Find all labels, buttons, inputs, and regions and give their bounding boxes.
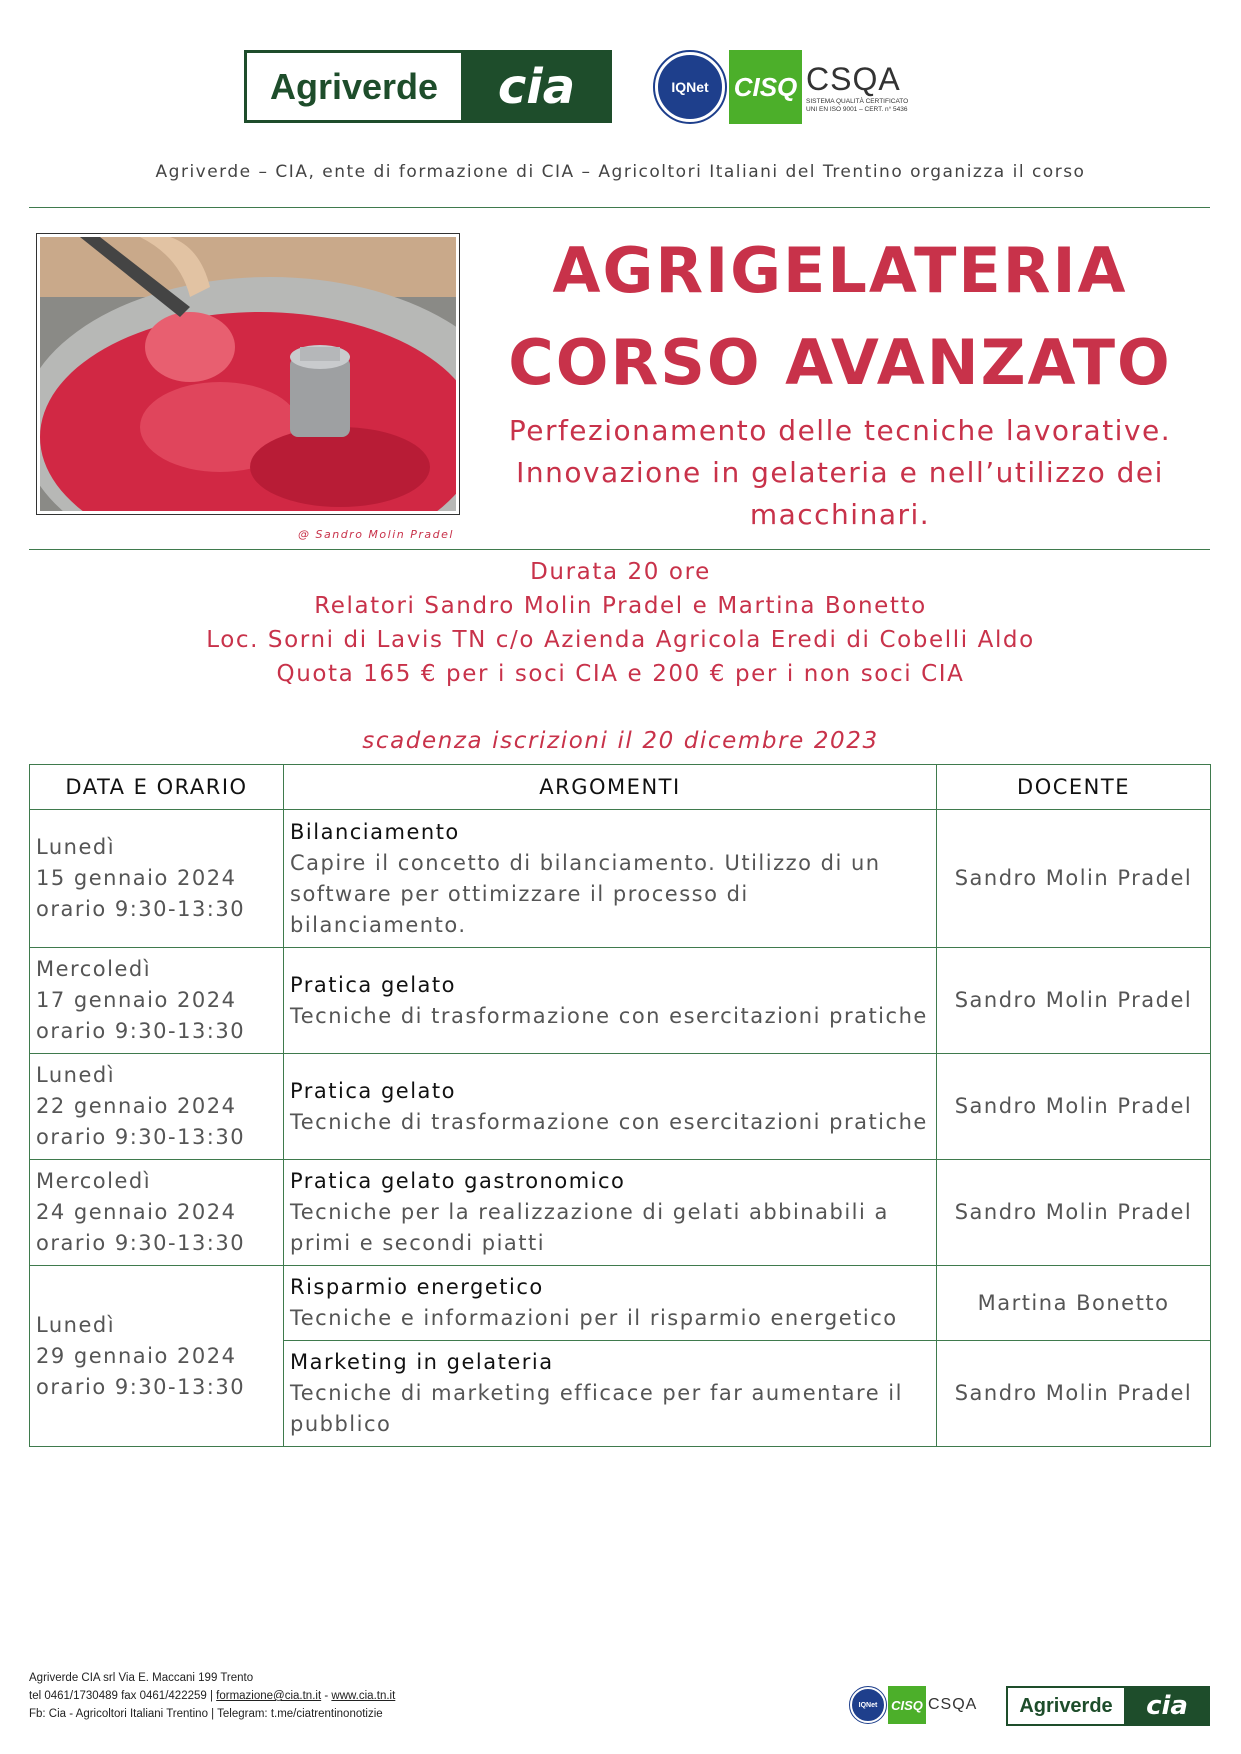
course-subtitle-title: CORSO AVANZATO — [508, 326, 1172, 399]
row-time: orario 9:30-13:30 — [36, 1125, 246, 1149]
row-date: 15 gennaio 2024 — [36, 866, 237, 890]
row-topic-cell — [284, 1160, 937, 1266]
row-date: 24 gennaio 2024 — [36, 1200, 237, 1224]
csqa-sub2: UNI EN ISO 9001 – CERT. n° 5436 — [806, 105, 908, 113]
gelato-image-icon — [40, 237, 456, 511]
gelato-photo — [36, 233, 460, 515]
photo-credit: @ Sandro Molin Pradel — [298, 528, 454, 541]
row-date-cell — [30, 810, 284, 948]
course-fee: Quota 165 € per i soci CIA e 200 € per i non soci CIA — [276, 661, 965, 687]
footer-csqa-logo — [928, 1686, 984, 1724]
table-row — [30, 948, 1211, 1054]
row-teacher: Sandro Molin Pradel — [937, 1054, 1211, 1160]
divider-middle — [29, 549, 1210, 550]
row-time: orario 9:30-13:30 — [36, 897, 246, 921]
row-topic-title: Risparmio energetico — [290, 1275, 544, 1299]
row-topic-cell — [284, 1341, 937, 1447]
intro-text: Agriverde – CIA, ente di formazione di CIA – Agricoltori Italiani del Trentino organizza il corso — [155, 162, 1086, 182]
divider-top — [29, 207, 1210, 208]
footer-agriverde-text: Agriverde — [1006, 1686, 1124, 1726]
footer-iqnet-icon: IQNet — [850, 1687, 886, 1723]
row-time: orario 9:30-13:30 — [36, 1374, 246, 1399]
row-topic-desc: Tecniche per la realizzazione di gelati abbinabili a primi e secondi piatti — [290, 1200, 889, 1255]
footer-separator: - — [321, 1690, 332, 1702]
row-day: Lunedì — [36, 835, 116, 859]
header-date: DATA E ORARIO — [30, 765, 284, 810]
row-date-cell — [30, 948, 284, 1054]
row-topic-title: Pratica gelato — [290, 972, 456, 997]
row-topic-cell — [284, 1054, 937, 1160]
csqa-sub1: SISTEMA QUALITÀ CERTIFICATO — [806, 97, 909, 105]
row-teacher: Sandro Molin Pradel — [937, 948, 1211, 1054]
schedule-table — [29, 764, 1211, 1447]
header-topics: ARGOMENTI — [284, 765, 937, 810]
certification-logos — [655, 50, 916, 124]
course-duration: Durata 20 ore — [530, 559, 711, 585]
cisq-logo: CISQ — [729, 50, 802, 124]
row-topic-cell — [284, 810, 937, 948]
row-time: orario 9:30-13:30 — [36, 1231, 246, 1255]
table-header-row — [30, 765, 1211, 810]
row-day: Mercoledì — [36, 1169, 152, 1193]
row-day: Mercoledì — [36, 957, 152, 981]
agriverde-cia-logo — [244, 50, 612, 123]
row-topic-cell — [284, 948, 937, 1054]
row-date: 29 gennaio 2024 — [36, 1343, 237, 1368]
iqnet-certified-icon: IQNet — [655, 52, 725, 122]
row-topic-desc: Capire il concetto di bilanciamento. Utilizzo di un software per ottimizzare il processo di bilanciamento. — [290, 850, 881, 937]
table-row — [30, 1160, 1211, 1266]
csqa-logo — [806, 50, 916, 124]
row-time: orario 9:30-13:30 — [36, 1019, 246, 1043]
row-date: 17 gennaio 2024 — [36, 988, 237, 1012]
row-teacher: Sandro Molin Pradel — [937, 1341, 1211, 1447]
table-row — [30, 810, 1211, 948]
footer-social: Fb: Cia - Agricoltori Italiani Trentino | Telegram: t.me/ciatrentinonotizie — [29, 1708, 383, 1720]
row-date: 22 gennaio 2024 — [36, 1094, 237, 1118]
footer-cisq-logo: CISQ — [888, 1686, 926, 1724]
row-topic-desc: Tecniche di marketing efficace per far aumentare il pubblico — [290, 1381, 903, 1436]
row-topic-desc: Tecniche di trasformazione con esercitazioni pratiche — [290, 1003, 928, 1028]
footer-address: Agriverde CIA srl Via E. Maccani 199 Trento — [29, 1672, 254, 1684]
row-topic-title: Marketing in gelateria — [290, 1350, 554, 1374]
footer-website-link[interactable]: www.cia.tn.it — [331, 1690, 396, 1702]
row-topic-desc: Tecniche di trasformazione con esercitazioni pratiche — [290, 1109, 928, 1134]
agriverde-logo-text: Agriverde — [244, 50, 461, 123]
row-teacher: Sandro Molin Pradel — [937, 1160, 1211, 1266]
course-location: Loc. Sorni di Lavis TN c/o Azienda Agricola Eredi di Cobelli Aldo — [206, 627, 1035, 653]
row-topic-title: Pratica gelato gastronomico — [290, 1169, 626, 1193]
footer-cia-text: cia — [1146, 1691, 1188, 1721]
footer-certification-logos — [850, 1686, 984, 1724]
registration-deadline: scadenza iscrizioni il 20 dicembre 2023 — [362, 728, 879, 754]
course-title: AGRIGELATERIA — [552, 234, 1128, 307]
row-day: Lunedì — [36, 1063, 116, 1087]
course-speakers: Relatori Sandro Molin Pradel e Martina Bonetto — [314, 593, 927, 619]
footer-contacts — [29, 1669, 395, 1723]
row-topic-desc: Tecniche e informazioni per il risparmio energetico — [290, 1306, 898, 1330]
footer-csqa-text: CSQA — [928, 1696, 978, 1713]
row-topic-cell — [284, 1266, 937, 1341]
cia-logo-text: cia — [497, 58, 576, 115]
footer-email-link[interactable]: formazione@cia.tn.it — [216, 1690, 322, 1702]
footer-phone: tel 0461/1730489 fax 0461/422259 | — [29, 1690, 217, 1702]
course-description: Perfezionamento delle tecniche lavorative. Innovazione in gelateria e nell’utilizzo dei macchinari. — [508, 414, 1172, 531]
row-teacher: Sandro Molin Pradel — [937, 810, 1211, 948]
row-date-cell — [30, 1160, 284, 1266]
row-date-cell — [30, 1054, 284, 1160]
table-row — [30, 1266, 1211, 1341]
csqa-logo-text: CSQA — [806, 60, 901, 97]
row-teacher: Martina Bonetto — [937, 1266, 1211, 1341]
row-topic-title: Bilanciamento — [290, 819, 460, 844]
footer-phone-line — [29, 1687, 395, 1705]
row-topic-title: Pratica gelato — [290, 1078, 456, 1103]
footer-agriverde-cia-logo — [1006, 1686, 1210, 1726]
table-row — [30, 1054, 1211, 1160]
row-date-cell — [30, 1266, 284, 1447]
header-teacher: DOCENTE — [937, 765, 1211, 810]
row-day: Lunedì — [36, 1312, 116, 1337]
